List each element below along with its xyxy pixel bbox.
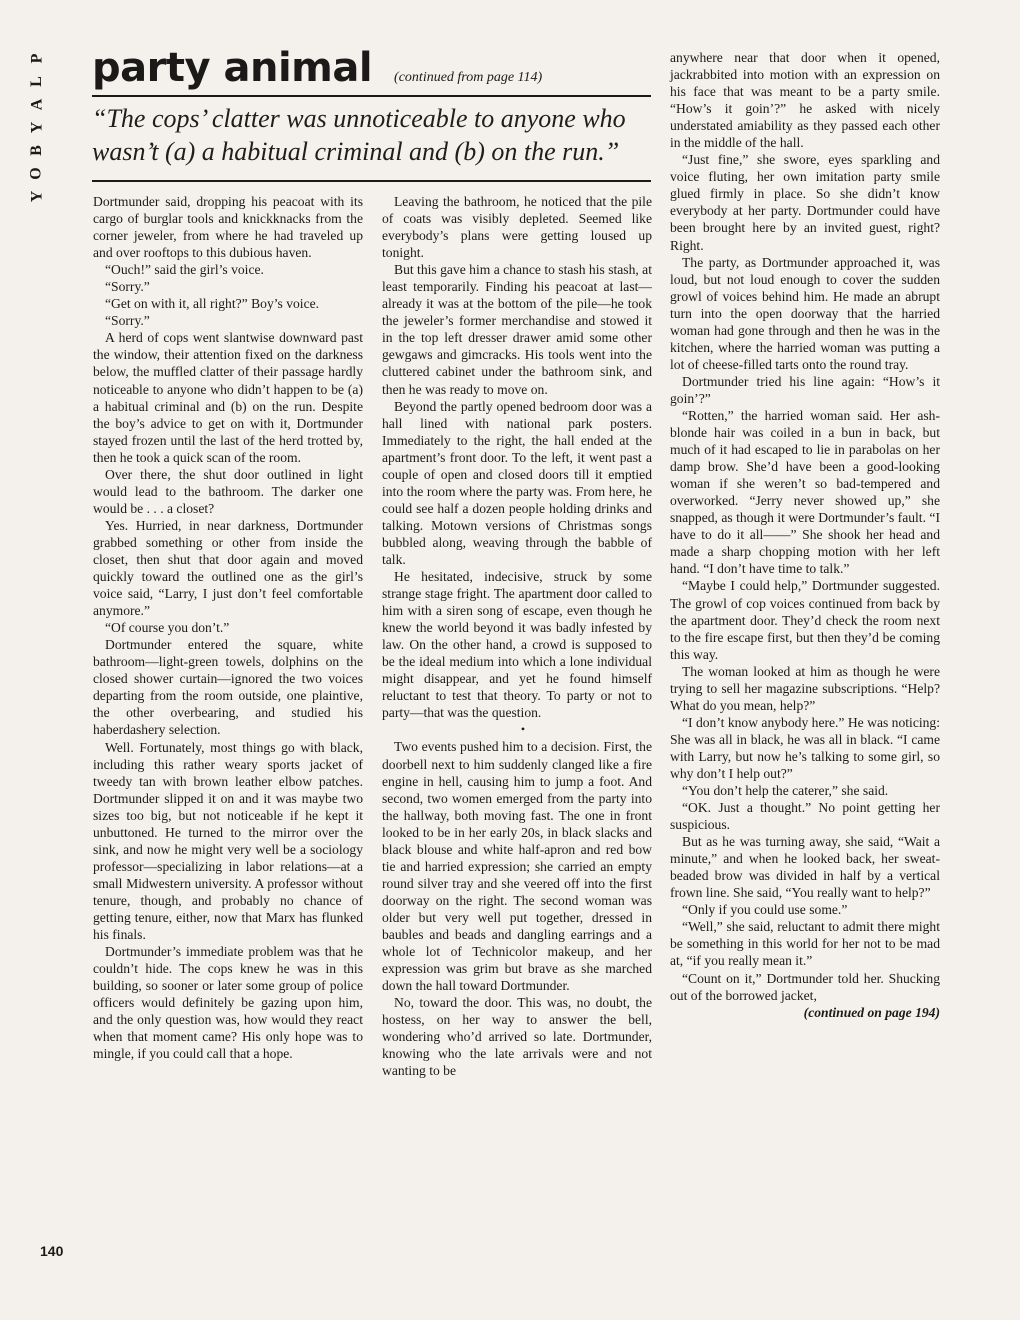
paragraph: “Just fine,” she swore, eyes sparkling and voice fluting, her own imitation party smile glued firmly in place. So she didn’t know everybody at her party. Dortmunder could have been brought here by an invited guest, right? Right. xyxy=(670,152,940,253)
text-column-2 xyxy=(382,193,652,1263)
paragraph: “Of course you don’t.” xyxy=(105,620,230,636)
paragraph: “Only if you could use some.” xyxy=(682,902,848,918)
magazine-name-vertical xyxy=(22,50,52,204)
paragraph: Over there, the shut door outlined in light would lead to the bathroom. The darker one would be . . . a closet? xyxy=(93,466,363,516)
magazine-letter: A xyxy=(28,97,45,111)
paragraph: “Count on it,” Dortmunder told her. Shucking out of the borrowed jacket, xyxy=(670,970,940,1003)
paragraph: Two events pushed him to a decision. First, the doorbell next to him suddenly clanged like a fire engine in hell, causing him to jump a foot. And second, two women emerged from the party into the hallway, both moving fast. The one in front looked to be in her early 20s, in black slacks and black blouse and white half-apron and red bow tie and harried expression; she carried an empty round silver tray and she veered off into the first doorway on the right. The second woman was older but very well put together, dressed in baubles and beads and dangling earrings and a whole lot of Technicolor makeup, and her expression was grim but brave as she marched down the hall toward Dortmunder. xyxy=(382,739,652,994)
paragraph: Well. Fortunately, most things go with black, including this rather weary sports jacket of tweedy tan with brown leather elbow patches. Dortmunder slipped it on and it was maybe two sizes too big, but not noticeable if he kept it unbuttoned. He turned to the mirror over the sink, and now he might very well be a sociology professor—specializing in labor relations—at a small Midwestern university. A professor without tenure, though, and probably no chance of getting tenure, either, now that Marx has flunked his finals. xyxy=(93,739,363,943)
paragraph: “I don’t know anybody here.” He was noticing: She was all in black, he was all in black. “I came with Larry, but now he’s talking to some girl, so why don’t I help out?” xyxy=(670,714,940,781)
paragraph: “Sorry.” xyxy=(105,279,150,295)
magazine-letter: B xyxy=(27,144,45,156)
pull-quote: “The cops’ clatter was unnoticeable to anyone who wasn’t (a) a habitual criminal and (b) on the run.” xyxy=(92,104,626,166)
paragraph: “Well,” she said, reluctant to admit there might be something in this world for her not to be mad at, “if you really mean it.” xyxy=(670,919,940,969)
paragraph: “Get on with it, all right?” Boy’s voice. xyxy=(105,296,320,312)
header-rule xyxy=(92,95,651,97)
article-header xyxy=(92,45,652,92)
page-number: 140 xyxy=(40,1243,64,1259)
magazine-letter: Y xyxy=(28,120,45,134)
paragraph: No, toward the door. This was, no doubt, the hostess, on her way to answer the bell, wondering who’d arrived so late. Dortmunder, knowing who the late arrivals were and not wanting to be xyxy=(382,995,652,1079)
paragraph: He hesitated, indecisive, struck by some strange stage fright. The apartment door called to him with a siren song of escape, even though he knew the world beyond it was badly infested by law. On the other hand, a crowd is supposed to be the ideal medium into which a lone individual might disappear, and yet he found himself reluctant to test that theory. To party or not to party—that was the question. xyxy=(382,569,652,721)
paragraph: Dortmunder said, dropping his peacoat with its cargo of burglar tools and knickknacks from the corner jeweler, from where he had traveled up and over rooftops to this dubious haven. xyxy=(93,194,363,261)
paragraph: Yes. Hurried, in near darkness, Dortmunder grabbed something or other from inside the closet, then shut that door again and moved quickly toward the outlined one as the girl’s voice said, “Larry, I just don’t feel comfortable anymore.” xyxy=(93,517,363,619)
paragraph: Dortmunder tried his line again: “How’s it goin’?” xyxy=(670,373,940,406)
continued-from-note: (continued from page 114) xyxy=(394,70,543,85)
paragraph: “Sorry.” xyxy=(105,313,150,329)
pullquote-rule xyxy=(92,180,651,182)
section-break-bullet: • xyxy=(520,722,526,737)
paragraph: “You don’t help the caterer,” she said. xyxy=(682,783,889,799)
magazine-letter: P xyxy=(28,52,45,64)
paragraph: “Ouch!” said the girl’s voice. xyxy=(105,262,264,278)
paragraph: But as he was turning away, she said, “Wait a minute,” and when he looked back, her sweat-beaded brow was divided in half by a vertical frown line. She said, “You really want to help?” xyxy=(670,834,940,901)
paragraph: Dortmunder entered the square, white bathroom—light-green towels, dolphins on the closed shower curtain—ignored the two voices departing from the room outside, one plaintive, the other overbearing, and studied his haberdashery selection. xyxy=(93,637,363,738)
text-column-3 xyxy=(670,49,940,1269)
paragraph: “OK. Just a thought.” No point getting her suspicious. xyxy=(670,800,940,833)
paragraph: Leaving the bathroom, he noticed that the pile of coats was visibly depleted. Seemed like everybody’s plans were getting loused up tonight. xyxy=(382,194,652,261)
text-column-1 xyxy=(93,193,363,1263)
paragraph: Beyond the partly opened bedroom door was a hall lined with national park posters. Immediately to the right, the hall ended at the apartment’s front door. To the left, it went past a couple of open and closed doors till it emptied into the room where the party was. From here, he could see half a dozen people holding drinks and talking. Motown versions of Christmas songs bubbled along, weaving through the babble of talk. xyxy=(382,398,652,567)
magazine-letter: L xyxy=(27,75,45,87)
article-title: party animal xyxy=(92,45,373,91)
continued-on-note: (continued on page 194) xyxy=(803,1004,940,1020)
paragraph: But this gave him a chance to stash his stash, at least temporarily. Finding his peacoat at last—already it was at the bottom of the pile—he took the jeweler’s former merchandise and stowed it in the top left dresser drawer amid some other gewgaws and gimcracks. His tools went into the cluttered cabinet under the bathroom sink, and then he was ready to move on. xyxy=(382,262,652,397)
paragraph: “Rotten,” the harried woman said. Her ash-blonde hair was coiled in a bun in back, but much of it had escaped to lie in parabolas on her damp brow. She’d have been a good-looking woman if she weren’t so bad-tempered and overworked. “Jerry never showed up,” she snapped, as though it were Dortmunder’s fault. “I have to do it all——” She shook her head and made a sharp chopping motion with her left hand. “I don’t have time to talk.” xyxy=(670,407,940,577)
paragraph: anywhere near that door when it opened, jackrabbited into motion with an expression on his face that was meant to be a party smile. “How’s it goin’?” he asked with nicely understated amiability as they passed each other in the middle of the hall. xyxy=(670,50,940,151)
magazine-letter: O xyxy=(27,166,45,180)
paragraph: A herd of cops went slantwise downward past the window, their attention fixed on the darkness below, the muffled clatter of their passage hardly noticeable to anyone who didn’t happen to be (a) a habitual criminal and (b) on the run. Despite the boy’s advice to get on with it, Dortmunder stayed frozen until the last of the herd trotted by, then he took a quick scan of the room. xyxy=(93,330,363,465)
paragraph: The woman looked at him as though he were trying to sell her magazine subscriptions. “Help? What do you mean, help?” xyxy=(670,663,940,713)
paragraph: “Maybe I could help,” Dortmunder suggested. The growl of cop voices continued from back by the apartment door. They’d check the room next to the fire escape first, but then they’d be coming this way. xyxy=(670,578,940,662)
paragraph: Dortmunder’s immediate problem was that he couldn’t hide. The cops knew he was in this building, so sooner or later some group of police officers would definitely be gazing upon him, and the only question was, how would they react when that moment came? His only hope was to mingle, if you could call that a hope. xyxy=(93,944,363,1062)
paragraph: The party, as Dortmunder approached it, was loud, but not loud enough to cover the sudden growl of voices behind him. He made an abrupt turn into the open doorway that the harried woman had gone through and then he was in the kitchen, where the harried woman was putting a lot of cheese-filled tarts onto the round tray. xyxy=(670,254,940,372)
magazine-letter: Y xyxy=(28,189,45,203)
